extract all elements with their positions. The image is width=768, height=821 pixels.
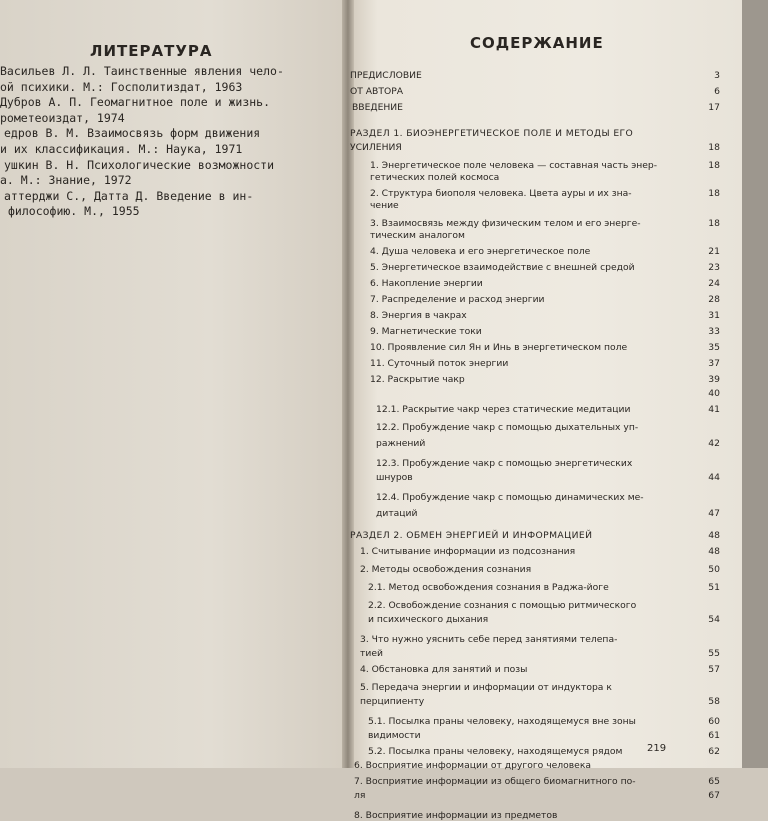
literature-list	[0, 64, 340, 220]
toc-entry-page: 51	[708, 582, 720, 593]
toc-entry-page: 28	[708, 294, 720, 305]
toc-entry-page: 54	[708, 614, 720, 625]
toc-entry-title: и психического дыхания	[368, 614, 489, 625]
toc-entry-page: 40	[708, 388, 720, 399]
toc-entry-title: 1. Энергетическое поле человека — составная часть энер-	[370, 160, 658, 171]
page-number: 219	[647, 743, 667, 754]
toc-entry-page: 39	[708, 374, 720, 385]
toc-entry-title: дитаций	[376, 508, 418, 519]
toc-entry-page: 23	[708, 262, 720, 273]
toc-entry-page: 67	[708, 790, 720, 801]
toc-entry-title: 7. Распределение и расход энергии	[370, 294, 545, 305]
toc-entry-title: 12.1. Раскрытие чакр через статические медитации	[376, 404, 631, 415]
toc-entry-title: 1. Считывание информации из подсознания	[360, 546, 576, 557]
desk-edge	[742, 0, 768, 768]
toc-entry-title: тией	[360, 648, 383, 659]
toc-entry-title: 4. Душа человека и его энергетическое поле	[370, 246, 591, 257]
toc-entry-title: ражнений	[376, 438, 426, 449]
toc-entry-title: 5. Передача энергии и информации от индуктора к	[360, 682, 612, 693]
toc-entry-title: гетических полей космоса	[370, 172, 500, 183]
toc-entry-page: 24	[708, 278, 720, 289]
toc-entry-page: 47	[708, 508, 720, 519]
toc-entry-page: 58	[708, 696, 720, 707]
toc-entry-title: 3. Что нужно уяснить себе перед занятиями телепа-	[360, 634, 618, 645]
toc-entry-title: перципиенту	[360, 696, 425, 707]
toc-entry-title: 10. Проявление сил Ян и Инь в энергетическом поле	[370, 342, 628, 353]
toc-entry-page: 50	[708, 564, 720, 575]
toc-entry-page: 41	[708, 404, 720, 415]
toc-entry-title: чение	[370, 200, 399, 211]
toc-entry-title: 7. Восприятие информации из общего биомагнитного по-	[354, 776, 636, 787]
toc-entry-title: 9. Магнетические токи	[370, 326, 482, 337]
toc-entry-page: 35	[708, 342, 720, 353]
toc-entry-title: 2. Структура биополя человека. Цвета ауры и их зна-	[370, 188, 632, 199]
toc-entry-title: шнуров	[376, 472, 413, 483]
literature-line: ушкин В. Н. Психологические возможности	[4, 157, 275, 172]
toc-entry-page: 17	[708, 102, 720, 113]
toc-entry-page: 31	[708, 310, 720, 321]
toc-entry-page: 48	[708, 546, 720, 557]
toc-entry-page: 42	[708, 438, 720, 449]
toc-entry-page: 18	[708, 218, 720, 229]
toc-entry-title: видимости	[368, 730, 421, 741]
literature-line: а. М.: Знание, 1972	[0, 173, 132, 188]
toc-entry-title: РАЗДЕЛ 2. ОБМЕН ЭНЕРГИЕЙ И ИНФОРМАЦИЕЙ	[350, 530, 593, 541]
toc-entry-title: ОТ АВТОРА	[350, 86, 404, 97]
toc-entry-title: 12. Раскрытие чакр	[370, 374, 465, 385]
toc-entry-title: 12.3. Пробуждение чакр с помощью энергетических	[376, 458, 633, 469]
toc-entry-title: ВВЕДЕНИЕ	[352, 102, 403, 113]
literature-line: ой психики. М.: Госполитиздат, 1963	[0, 79, 243, 94]
toc-entry-title: 8. Энергия в чакрах	[370, 310, 467, 321]
book-gutter	[342, 0, 354, 768]
toc-entry-title: 5.1. Посылка праны человеку, находящемуся вне зоны	[368, 716, 636, 727]
toc-entry-page: 57	[708, 664, 720, 675]
toc-entry-title: тическим аналогом	[370, 230, 465, 241]
literature-line: философию. М., 1955	[8, 204, 140, 219]
toc-entry-page: 33	[708, 326, 720, 337]
toc-entry-title: 2.1. Метод освобождения сознания в Раджа-йоге	[368, 582, 609, 593]
literature-line: Дубров А. П. Геомагнитное поле и жизнь.	[0, 95, 271, 110]
toc-entry-title: 2.2. Освобождение сознания с помощью ритмического	[368, 600, 637, 611]
toc-entry-title: 4. Обстановка для занятий и позы	[360, 664, 528, 675]
toc-entry-page: 18	[708, 188, 720, 199]
toc-entry-page: 37	[708, 358, 720, 369]
toc-entry-title: 5.2. Посылка праны человеку, находящемуся рядом	[368, 746, 623, 757]
toc-entry-page: 60	[708, 716, 720, 727]
toc-entry-title: 6. Восприятие информации от другого человека	[354, 760, 592, 771]
toc-entry-page: 62	[708, 746, 720, 757]
literature-line: рометеоиздат, 1974	[0, 110, 125, 125]
toc-entry-page: 18	[708, 142, 720, 153]
toc-entry-title: 12.4. Пробуждение чакр с помощью динамических ме-	[376, 492, 644, 503]
toc-entry-title: УСИЛЕНИЯ	[350, 142, 402, 153]
toc-entry-title: 3. Взаимосвязь между физическим телом и его энерге-	[370, 218, 641, 229]
toc-entry-page: 48	[708, 530, 720, 541]
literature-line: аттерджи С., Датта Д. Введение в ин-	[4, 188, 254, 203]
contents-title: СОДЕРЖАНИЕ	[470, 34, 604, 52]
toc-entry-title: 6. Накопление энергии	[370, 278, 483, 289]
literature-line: и их классификация. М.: Наука, 1971	[0, 141, 243, 156]
toc-entry-page: 61	[708, 730, 720, 741]
toc-entry-page: 3	[714, 70, 720, 81]
toc-entry-title: 11. Суточный поток энергии	[370, 358, 509, 369]
toc-entry-page: 18	[708, 160, 720, 171]
toc-entry-title: 12.2. Пробуждение чакр с помощью дыхательных уп-	[376, 422, 639, 433]
toc-entry-title: 8. Восприятие информации из предметов	[354, 810, 558, 821]
toc-entry-page: 6	[714, 86, 720, 97]
literature-title: ЛИТЕРАТУРА	[90, 42, 213, 60]
toc-entry-title: 5. Энергетическое взаимодействие с внешней средой	[370, 262, 635, 273]
toc-entry-title: ля	[354, 790, 366, 801]
literature-line: Васильев Л. Л. Таинственные явления чело-	[0, 64, 284, 78]
toc-entry-title: ПРЕДИСЛОВИЕ	[350, 70, 422, 81]
toc-entry-page: 55	[708, 648, 720, 659]
toc-entry-page: 21	[708, 246, 720, 257]
toc-entry-title: 2. Методы освобождения сознания	[360, 564, 532, 575]
toc-entry-page: 65	[708, 776, 720, 787]
toc-entry-title: РАЗДЕЛ 1. БИОЭНЕРГЕТИЧЕСКОЕ ПОЛЕ И МЕТОДЫ ЕГО	[350, 128, 634, 139]
toc-entry-page: 44	[708, 472, 720, 483]
literature-line: едров В. М. Взаимосвязь форм движения	[4, 126, 261, 141]
